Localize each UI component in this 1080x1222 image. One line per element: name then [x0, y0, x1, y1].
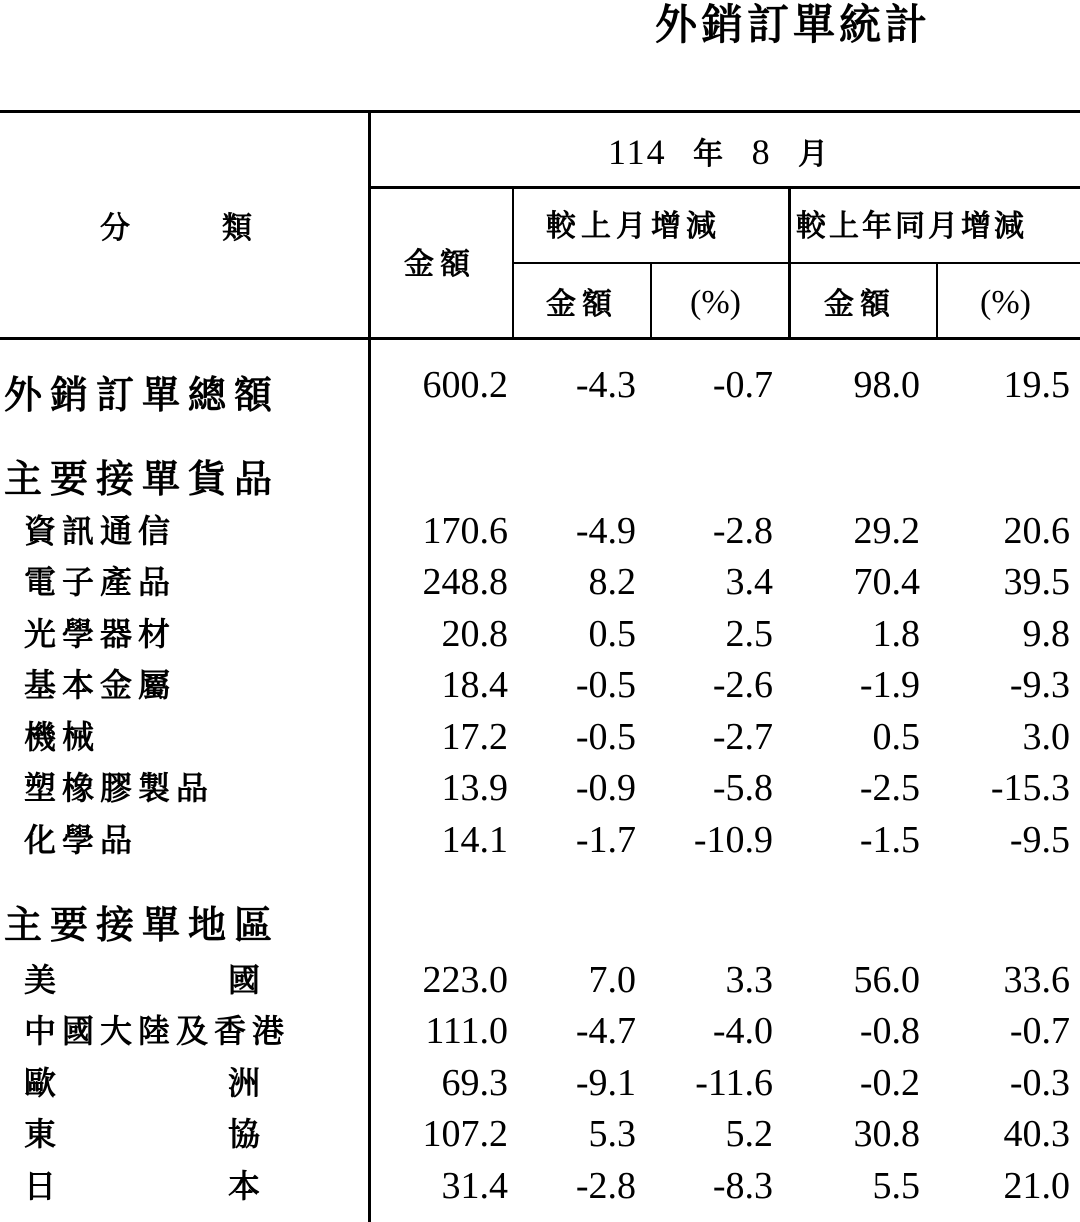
- table-cell: 3.4: [725, 561, 773, 603]
- table-cell: -0.5: [575, 664, 636, 706]
- region-row-label-first-char: 日: [24, 1167, 57, 1205]
- table-cell: 9.8: [1022, 613, 1070, 655]
- table-cell: 39.5: [1003, 561, 1070, 603]
- table-cell: 20.8: [441, 613, 508, 655]
- category-column-divider: [368, 110, 371, 1222]
- table-cell: -9.5: [1009, 819, 1070, 861]
- sub-amount-header-1: 金額: [546, 287, 618, 322]
- pct-column-divider-2: [936, 262, 938, 338]
- table-cell: -0.8: [859, 1010, 920, 1052]
- table-cell: 21.0: [1003, 1165, 1070, 1207]
- header-bottom-border: [0, 337, 1080, 340]
- region-row-label-last-char: 國: [228, 961, 261, 999]
- group-column-divider: [788, 186, 791, 338]
- table-cell: -2.5: [859, 767, 920, 809]
- table-cell: 0.5: [588, 613, 636, 655]
- table-cell: 30.8: [853, 1113, 920, 1155]
- sub-pct-header-2: (%): [980, 284, 1031, 321]
- vs-last-month-header: 較上月增減: [546, 209, 721, 244]
- table-cell: -2.8: [575, 1165, 636, 1207]
- table-cell: 13.9: [441, 767, 508, 809]
- table-cell: -10.9: [693, 819, 773, 861]
- region-row-label-first-char: 東: [24, 1115, 57, 1153]
- table-cell: -1.7: [575, 819, 636, 861]
- table-cell: -0.3: [1009, 1062, 1070, 1104]
- table-cell: 17.2: [441, 716, 508, 758]
- table-cell: 33.6: [1003, 959, 1070, 1001]
- table-cell: -2.8: [712, 510, 773, 552]
- table-cell: -2.6: [712, 664, 773, 706]
- table-cell: -5.8: [712, 767, 773, 809]
- pct-column-divider-1: [650, 262, 652, 338]
- amount-header: 金額: [404, 247, 476, 282]
- table-cell: 70.4: [853, 561, 920, 603]
- region-row-label-last-char: 本: [228, 1167, 261, 1205]
- region-row-label-first-char: 美: [24, 961, 57, 999]
- table-cell: 19.5: [1003, 364, 1070, 406]
- table-cell: -4.9: [575, 510, 636, 552]
- table-cell: -0.9: [575, 767, 636, 809]
- table-cell: 5.5: [872, 1165, 920, 1207]
- product-row-label: 化學品: [24, 821, 139, 859]
- subheader-divider: [513, 262, 1080, 264]
- period-divider: [370, 186, 1080, 189]
- table-cell: 223.0: [422, 959, 508, 1001]
- table-cell: 2.5: [725, 613, 773, 655]
- table-cell: 18.4: [441, 664, 508, 706]
- table-cell: 600.2: [422, 364, 508, 406]
- table-top-border: [0, 110, 1080, 113]
- amount-column-divider: [512, 186, 514, 338]
- table-cell: 5.3: [588, 1113, 636, 1155]
- table-cell: -4.3: [575, 364, 636, 406]
- table-cell: -1.9: [859, 664, 920, 706]
- region-row-label: [24, 1064, 264, 1102]
- table-cell: -8.3: [712, 1165, 773, 1207]
- product-row-label: 光學器材: [24, 615, 177, 653]
- product-row-label: 機械: [24, 718, 101, 756]
- table-cell: -0.7: [1009, 1010, 1070, 1052]
- table-cell: -4.7: [575, 1010, 636, 1052]
- table-cell: 29.2: [853, 510, 920, 552]
- table-cell: 8.2: [588, 561, 636, 603]
- product-row-label: 電子產品: [24, 563, 177, 601]
- table-cell: 248.8: [422, 561, 508, 603]
- regions-section-label: 主要接單地區: [4, 902, 281, 947]
- table-cell: 0.5: [872, 716, 920, 758]
- table-cell: 98.0: [853, 364, 920, 406]
- table-cell: -1.5: [859, 819, 920, 861]
- table-cell: 111.0: [425, 1010, 508, 1052]
- table-cell: 107.2: [422, 1113, 508, 1155]
- region-row-label-last-char: 協: [228, 1115, 261, 1153]
- table-cell: 14.1: [441, 819, 508, 861]
- table-cell: 31.4: [441, 1165, 508, 1207]
- table-cell: 20.6: [1003, 510, 1070, 552]
- region-row-label: 中國大陸及香港: [24, 1012, 291, 1050]
- table-cell: 40.3: [1003, 1113, 1070, 1155]
- sub-pct-header-1: (%): [690, 284, 741, 321]
- region-row-label: [24, 1167, 264, 1205]
- region-row-label: [24, 961, 264, 999]
- table-cell: -11.6: [695, 1062, 773, 1104]
- products-section-label: 主要接單貨品: [4, 456, 281, 501]
- table-cell: 7.0: [588, 959, 636, 1001]
- vs-last-year-header: 較上年同月增減: [796, 209, 1027, 244]
- table-cell: -2.7: [712, 716, 773, 758]
- table-cell: -15.3: [990, 767, 1070, 809]
- table-cell: -4.0: [712, 1010, 773, 1052]
- table-cell: 1.8: [872, 613, 920, 655]
- product-row-label: 塑橡膠製品: [24, 769, 215, 807]
- table-cell: -0.5: [575, 716, 636, 758]
- table-cell: -9.1: [575, 1062, 636, 1104]
- category-header: 分 類: [100, 211, 252, 246]
- table-cell: 3.0: [1022, 716, 1070, 758]
- product-row-label: 基本金屬: [24, 666, 177, 704]
- table-cell: 170.6: [422, 510, 508, 552]
- table-cell: 3.3: [725, 959, 773, 1001]
- table-cell: 69.3: [441, 1062, 508, 1104]
- page-title: 外銷訂單統計: [655, 0, 932, 49]
- product-row-label: 資訊通信: [24, 512, 177, 550]
- region-row-label-last-char: 洲: [228, 1064, 261, 1102]
- table-cell: -9.3: [1009, 664, 1070, 706]
- region-row-label: [24, 1115, 264, 1153]
- table-cell: -0.2: [859, 1062, 920, 1104]
- sub-amount-header-2: 金額: [824, 287, 896, 322]
- total-row-label: 外銷訂單總額: [4, 372, 281, 417]
- table-cell: -0.7: [712, 364, 773, 406]
- table-cell: 5.2: [725, 1113, 773, 1155]
- period-header: 114 年 8 月: [608, 132, 831, 172]
- table-cell: 56.0: [853, 959, 920, 1001]
- region-row-label-first-char: 歐: [24, 1064, 57, 1102]
